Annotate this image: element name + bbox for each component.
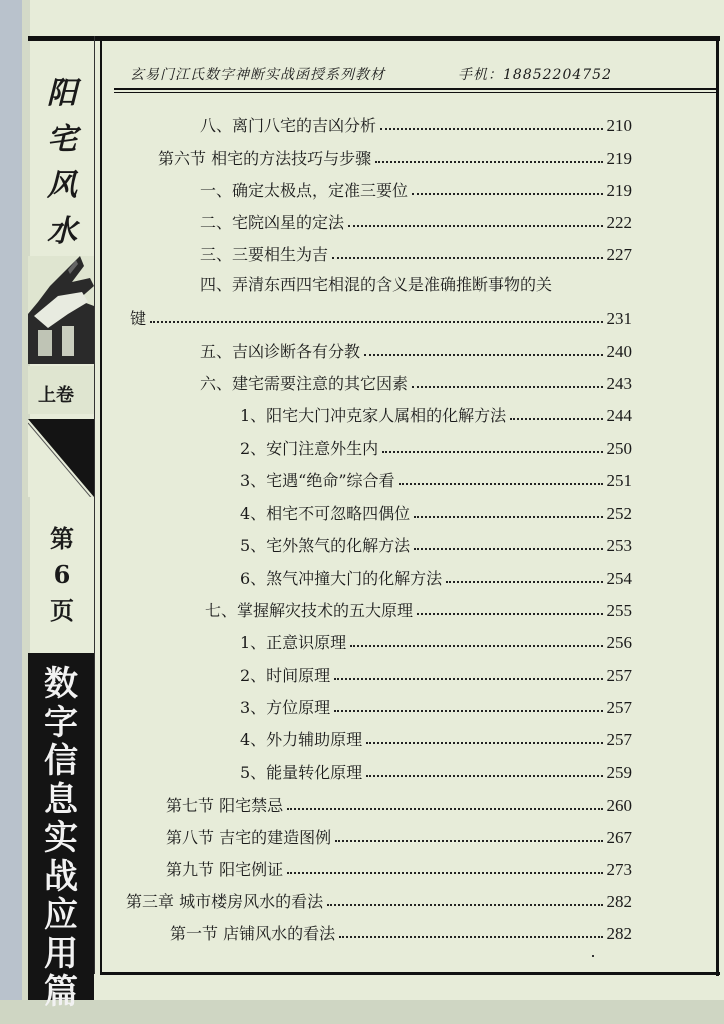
toc-entry [240,720,632,750]
page-label-char: 页 [50,596,74,625]
phone-number: 手机：18852204752 [458,67,612,83]
toc-entry [240,688,632,718]
toc-title: 3、宅遇“绝命”综合看 [240,471,395,490]
toc-entry [200,235,632,265]
subtitle-char: 篇 [44,972,78,1012]
toc-leader [412,192,602,195]
toc-page: 253 [606,536,632,555]
toc-page: 250 [606,439,632,458]
toc-page: 240 [606,342,632,361]
subtitle-char: 用 [44,933,78,974]
book-title [34,71,90,255]
header-rule [114,88,716,90]
book-title-char: 水 [47,214,77,249]
toc-leader [334,709,602,712]
toc-page: 260 [606,796,632,815]
toc-page: 257 [606,730,632,749]
toc-title: 4、相宅不可忽略四偶位 [240,504,411,523]
page-edge [0,0,22,1024]
frame-inner-rule [100,36,102,974]
toc-entry [166,818,632,848]
toc-leader [414,515,602,518]
toc-leader [399,482,603,485]
toc-entry [200,332,632,362]
running-header [130,64,700,84]
header-rule-thin [114,92,716,93]
frame-right-rule [716,36,719,976]
toc-entry [240,559,632,589]
toc-leader [382,450,602,453]
toc-page: 256 [606,633,632,652]
frame-bottom-rule [100,972,720,975]
toc-page: 267 [606,828,632,847]
page-label-char: 第 [50,524,74,553]
toc-title: 第七节 阳宅禁忌 [166,796,284,815]
toc-leader [412,385,602,388]
toc-page: 259 [606,763,632,782]
toc-entry [200,364,632,394]
toc-leader [150,320,602,323]
toc-title: 第九节 阳宅例证 [166,860,284,879]
toc-leader [335,839,602,842]
toc-page: 244 [606,406,632,425]
toc-leader [332,256,602,259]
toc-title: 5、宅外煞气的化解方法 [240,536,411,555]
toc-title: 二、宅院凶星的定法 [200,213,345,232]
toc-entry [130,299,632,329]
roof-illustration [28,256,94,364]
toc-entry [240,656,632,686]
subtitle-char: 战 [44,856,78,897]
toc-entry [240,623,632,653]
subtitle-char: 字 [44,702,78,743]
toc-page: 282 [606,924,632,943]
toc-title: 六、建宅需要注意的其它因素 [200,374,409,393]
toc-leader [375,160,602,163]
toc-title: 1、阳宅大门冲克家人属相的化解方法 [240,406,507,425]
toc-entry [166,786,632,816]
subtitle-char: 数 [44,664,78,704]
toc-entry [158,139,632,169]
toc-leader [287,871,602,874]
toc-title-long: 四、弄清东西四宅相混的含义是准确推断事物的关 [200,275,553,294]
toc-page: 251 [606,471,632,490]
toc-title: 3、方位原理 [240,698,331,717]
toc-title: 八、离门八宅的吉凶分析 [200,116,377,135]
toc-title-continuation: 键 [130,309,147,328]
toc-title: 第三章 城市楼房风水的看法 [126,892,324,911]
toc-title: 第六节 相宅的方法技巧与步骤 [158,149,372,168]
toc-page: 257 [606,666,632,685]
toc-title: 4、外力辅助原理 [240,730,363,749]
toc-entry [205,591,632,621]
toc-page: 227 [606,245,632,264]
toc-leader [287,807,602,810]
book-title-char: 宅 [47,122,77,157]
toc-leader [510,417,602,420]
toc-title: 第一节 店铺风水的看法 [170,924,336,943]
toc-title: 2、安门注意外生内 [240,439,379,458]
toc-page: 222 [606,213,632,232]
toc-page: 231 [606,309,632,328]
toc-leader [327,903,602,906]
toc-page: 254 [606,569,632,588]
toc-leader [366,741,602,744]
toc-entry [170,914,632,944]
toc-title: 三、三要相生为吉 [200,245,329,264]
diagonal-decoration [28,419,94,497]
toc-title: 1、正意识原理 [240,633,347,652]
series-title: 玄易门江氏数字神断实战函授系列教材 [130,67,385,83]
frame-inner-rule-thin [94,36,95,974]
toc-leader [417,612,602,615]
subtitle-char: 实 [44,818,78,858]
toc-page: 219 [606,149,632,168]
toc-page: 219 [606,181,632,200]
toc-title: 五、吉凶诊断各有分教 [200,342,361,361]
sidebar [28,41,94,1012]
toc-leader [364,353,602,356]
toc-leader [334,677,602,680]
toc-leader [366,774,602,777]
toc-entry [200,171,632,201]
toc-entry [240,429,632,459]
toc-entry [200,203,632,233]
toc-leader [339,935,602,938]
frame-top-rule [28,36,720,41]
toc-entry [240,461,632,491]
toc-entry [166,850,632,880]
toc-title: 七、掌握解灾技术的五大原理 [205,601,414,620]
book-title-char: 风 [47,168,77,203]
toc-title: 5、能量转化原理 [240,763,363,782]
toc-entry [240,396,632,426]
toc-leader [446,580,602,583]
toc-page: 257 [606,698,632,717]
toc-page: 282 [606,892,632,911]
toc-title: 6、煞气冲撞大门的化解方法 [240,569,443,588]
toc-title: 一、确定太极点，定准三要位 [200,181,409,200]
toc-entry [240,526,632,556]
toc-page: 255 [606,601,632,620]
toc-page: 243 [606,374,632,393]
subtitle-char: 应 [44,895,78,935]
toc-entry [200,106,632,136]
toc-entry [126,882,632,912]
toc-title: 第八节 吉宅的建造图例 [166,828,332,847]
scan-speck [592,955,594,957]
toc-leader [350,644,602,647]
book-title-char: 阳 [47,76,77,111]
toc-page: 252 [606,504,632,523]
subtitle-char: 信 [44,741,78,781]
page-label-char: 6 [53,560,71,589]
page-label [34,521,90,629]
toc-page: 273 [606,860,632,879]
toc-title: 2、时间原理 [240,666,331,685]
page-edge-bottom [0,1000,724,1024]
toc-leader [348,224,602,227]
toc-entry [240,753,632,783]
toc-page: 210 [606,116,632,135]
toc-leader [414,547,602,550]
subtitle [36,665,86,1012]
toc-entry [240,494,632,524]
subtitle-char: 息 [44,779,78,820]
toc-leader [380,127,602,130]
volume-label: 上卷 [38,385,74,406]
